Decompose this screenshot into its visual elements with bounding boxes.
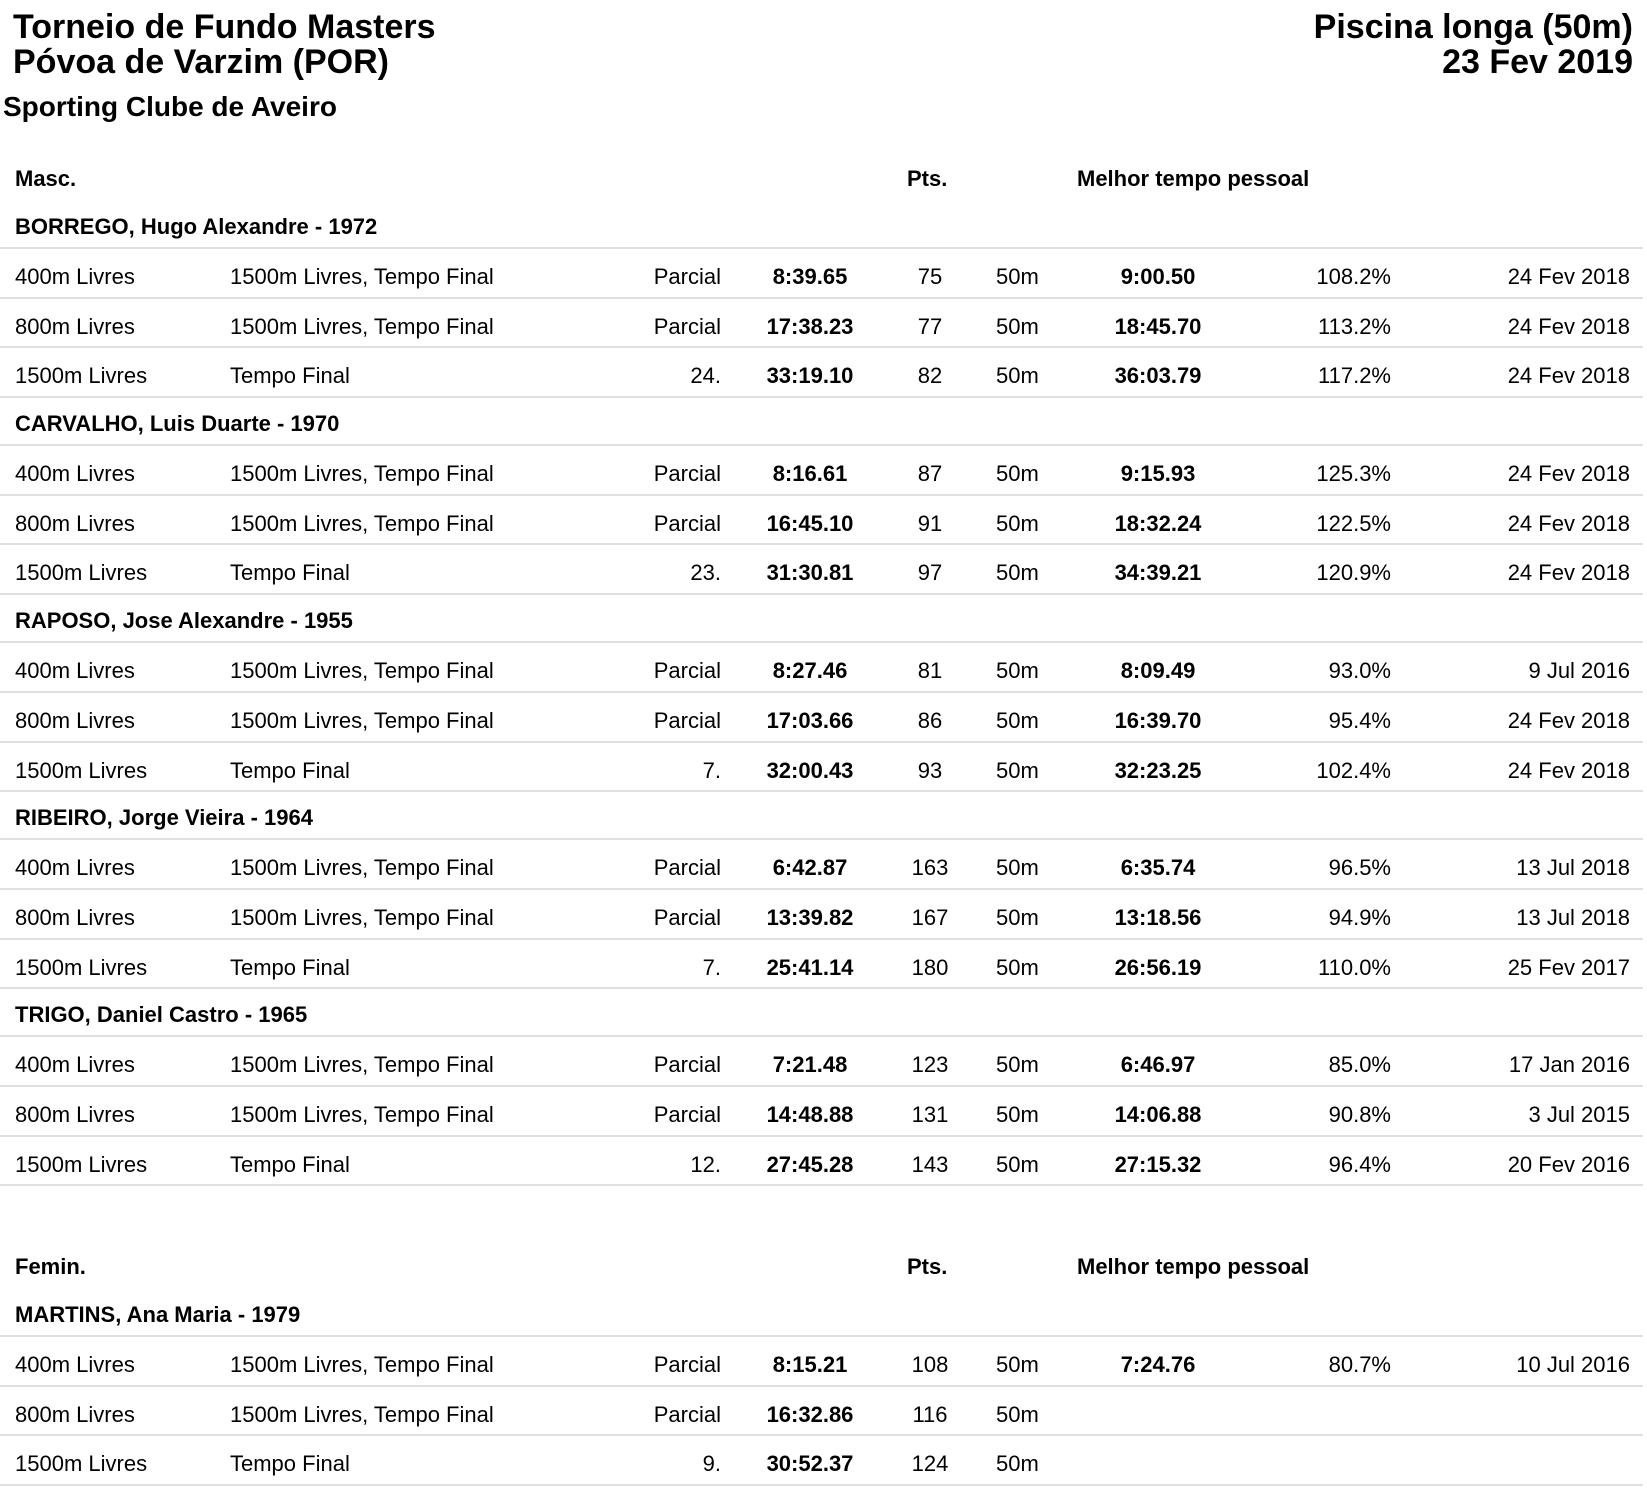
place: Parcial <box>653 1101 721 1127</box>
points: 167 <box>911 904 949 930</box>
event-name: 400m Livres <box>15 461 135 487</box>
pool-length: 50m <box>996 757 1039 783</box>
swim-time: 14:48.88 <box>766 1101 854 1127</box>
swim-time: 17:03.66 <box>766 707 854 733</box>
swim-time: 31:30.81 <box>766 560 854 586</box>
athlete-header <box>0 792 1643 840</box>
round-name: 1500m Livres, Tempo Final <box>230 264 494 289</box>
swim-time: 8:39.65 <box>772 264 848 289</box>
swim-time: 25:41.14 <box>766 954 854 980</box>
percent-of-best: 125.3% <box>1316 461 1391 487</box>
pool-length: 50m <box>996 1352 1039 1377</box>
personal-best-date: 24 Fev 2018 <box>1507 510 1630 536</box>
round-name: Tempo Final <box>230 560 350 586</box>
points: 131 <box>911 1101 949 1127</box>
result-row <box>0 1337 1643 1387</box>
gender-label: Femin. <box>15 1254 86 1279</box>
event-name: 800m Livres <box>15 707 135 733</box>
round-name: 1500m Livres, Tempo Final <box>230 904 494 930</box>
personal-best-time: 26:56.19 <box>1114 954 1202 980</box>
personal-best-date: 9 Jul 2016 <box>1528 658 1630 684</box>
personal-best-date: 25 Fev 2017 <box>1507 954 1630 980</box>
result-row <box>0 1037 1643 1087</box>
round-name: 1500m Livres, Tempo Final <box>230 1101 494 1127</box>
personal-best-date: 13 Jul 2018 <box>1516 855 1630 881</box>
points-header: Pts. <box>907 166 948 191</box>
athlete-header <box>0 201 1643 249</box>
round-name: 1500m Livres, Tempo Final <box>230 1352 494 1377</box>
pool-length: 50m <box>996 510 1039 536</box>
place: Parcial <box>653 1401 721 1427</box>
event-name: 1500m Livres <box>15 757 148 783</box>
pool-length: 50m <box>996 1052 1039 1078</box>
result-row <box>0 840 1643 890</box>
points: 87 <box>917 461 943 487</box>
athlete-header <box>0 989 1643 1037</box>
section-masc <box>0 148 1643 1186</box>
percent-of-best: 102.4% <box>1316 757 1391 783</box>
event-name: 800m Livres <box>15 904 135 930</box>
result-row <box>0 545 1643 595</box>
pool-length: 50m <box>996 264 1039 289</box>
points-header: Pts. <box>907 1254 948 1279</box>
result-row <box>0 940 1643 990</box>
personal-best-date: 24 Fev 2018 <box>1507 264 1630 289</box>
meet-info-block <box>1314 10 1633 80</box>
percent-of-best: 80.7% <box>1328 1352 1391 1377</box>
personal-best-date: 24 Fev 2018 <box>1507 363 1630 389</box>
pool-length: 50m <box>996 1101 1039 1127</box>
personal-best-time: 7:24.76 <box>1120 1352 1196 1377</box>
result-row <box>0 1137 1643 1187</box>
personal-best-date: 24 Fev 2018 <box>1507 757 1630 783</box>
swim-time: 27:45.28 <box>766 1151 854 1177</box>
athlete-list <box>0 201 1643 1186</box>
event-name: 400m Livres <box>15 658 135 684</box>
event-name: 800m Livres <box>15 1101 135 1127</box>
pool-length: 50m <box>996 904 1039 930</box>
percent-of-best: 85.0% <box>1328 1052 1391 1078</box>
personal-best-date: 3 Jul 2015 <box>1528 1101 1630 1127</box>
club-name: Sporting Clube de Aveiro <box>3 91 337 122</box>
swim-time: 8:15.21 <box>772 1352 848 1377</box>
place: Parcial <box>653 855 721 881</box>
event-name: 1500m Livres <box>15 363 148 389</box>
pool-type: Piscina longa (50m) <box>1313 8 1633 46</box>
percent-of-best: 113.2% <box>1318 313 1391 339</box>
points: 143 <box>911 1151 949 1177</box>
points: 77 <box>917 313 943 339</box>
personal-best-time: 27:15.32 <box>1114 1151 1202 1177</box>
percent-of-best: 95.4% <box>1328 707 1391 733</box>
round-name: 1500m Livres, Tempo Final <box>230 510 494 536</box>
swim-time: 30:52.37 <box>766 1451 854 1477</box>
points: 163 <box>911 855 949 881</box>
pool-length: 50m <box>996 954 1039 980</box>
event-name: 1500m Livres <box>15 1451 148 1477</box>
percent-of-best: 96.5% <box>1328 855 1391 881</box>
percent-of-best: 90.8% <box>1328 1101 1391 1127</box>
athlete-name: BORREGO, Hugo Alexandre - 1972 <box>15 214 378 239</box>
place: Parcial <box>653 707 721 733</box>
pool-length: 50m <box>996 1151 1039 1177</box>
points: 123 <box>911 1052 949 1078</box>
points: 93 <box>917 757 943 783</box>
pool-length: 50m <box>996 363 1039 389</box>
result-row <box>0 643 1643 693</box>
round-name: 1500m Livres, Tempo Final <box>230 313 494 339</box>
points: 91 <box>917 510 943 536</box>
place: Parcial <box>653 264 721 289</box>
athlete-header <box>0 595 1643 643</box>
swim-time: 33:19.10 <box>766 363 854 389</box>
result-row <box>0 693 1643 743</box>
points: 108 <box>911 1352 949 1377</box>
result-row <box>0 1436 1643 1486</box>
result-row <box>0 348 1643 398</box>
swim-time: 16:32.86 <box>766 1401 854 1427</box>
personal-best-time: 18:45.70 <box>1114 313 1202 339</box>
place: Parcial <box>653 1352 721 1377</box>
percent-of-best: 120.9% <box>1316 560 1391 586</box>
result-row <box>0 743 1643 793</box>
athlete-name: RIBEIRO, Jorge Vieira - 1964 <box>15 805 313 831</box>
result-row <box>0 1087 1643 1137</box>
personal-best-time: 9:00.50 <box>1120 264 1196 289</box>
place: 23. <box>690 560 721 586</box>
event-name: 800m Livres <box>15 313 135 339</box>
place: Parcial <box>653 658 721 684</box>
athlete-name: CARVALHO, Luis Duarte - 1970 <box>15 411 340 437</box>
percent-of-best: 93.0% <box>1328 658 1391 684</box>
event-name: 400m Livres <box>15 1352 135 1377</box>
swim-time: 13:39.82 <box>766 904 854 930</box>
points: 82 <box>917 363 943 389</box>
pool-length: 50m <box>996 1401 1039 1427</box>
round-name: 1500m Livres, Tempo Final <box>230 707 494 733</box>
athlete-header <box>0 1289 1643 1337</box>
personal-best-time: 8:09.49 <box>1120 658 1196 684</box>
section-header <box>0 148 1643 201</box>
result-row <box>0 890 1643 940</box>
personal-best-date: 10 Jul 2016 <box>1516 1352 1630 1377</box>
meet-date: 23 Fev 2019 <box>1442 43 1633 81</box>
personal-best-time: 16:39.70 <box>1114 707 1202 733</box>
result-row <box>0 249 1643 299</box>
result-row <box>0 496 1643 546</box>
event-name: 800m Livres <box>15 1401 135 1427</box>
result-row <box>0 1387 1643 1437</box>
pool-length: 50m <box>996 1451 1039 1477</box>
round-name: 1500m Livres, Tempo Final <box>230 1401 494 1427</box>
place: 7. <box>702 757 721 783</box>
round-name: Tempo Final <box>230 363 350 389</box>
percent-of-best: 110.0% <box>1318 954 1391 980</box>
round-name: 1500m Livres, Tempo Final <box>230 855 494 881</box>
event-name: 400m Livres <box>15 1052 135 1078</box>
round-name: 1500m Livres, Tempo Final <box>230 461 494 487</box>
points: 97 <box>917 560 943 586</box>
percent-of-best: 117.2% <box>1318 363 1391 389</box>
event-name: 800m Livres <box>15 510 135 536</box>
personal-best-time: 13:18.56 <box>1114 904 1202 930</box>
athlete-name: RAPOSO, Jose Alexandre - 1955 <box>15 608 353 634</box>
swim-time: 8:27.46 <box>772 658 848 684</box>
points: 180 <box>911 954 949 980</box>
event-name: 1500m Livres <box>15 954 148 980</box>
pool-length: 50m <box>996 658 1039 684</box>
personal-best-date: 20 Fev 2016 <box>1507 1151 1630 1177</box>
personal-best-time: 14:06.88 <box>1114 1101 1202 1127</box>
percent-of-best: 96.4% <box>1328 1151 1391 1177</box>
round-name: Tempo Final <box>230 1451 350 1477</box>
result-row <box>0 299 1643 349</box>
result-row <box>0 446 1643 496</box>
pool-length: 50m <box>996 855 1039 881</box>
round-name: 1500m Livres, Tempo Final <box>230 1052 494 1078</box>
percent-of-best: 94.9% <box>1328 904 1391 930</box>
meet-title: Torneio de Fundo Masters <box>13 8 436 46</box>
round-name: Tempo Final <box>230 1151 350 1177</box>
place: 24. <box>690 363 721 389</box>
personal-best-time: 9:15.93 <box>1120 461 1196 487</box>
personal-best-date: 13 Jul 2018 <box>1516 904 1630 930</box>
swim-time: 7:21.48 <box>772 1052 848 1078</box>
personal-best-date: 17 Jan 2016 <box>1508 1052 1630 1078</box>
gender-label: Masc. <box>15 166 77 191</box>
personal-best-date: 24 Fev 2018 <box>1507 313 1630 339</box>
athlete-name: TRIGO, Daniel Castro - 1965 <box>15 1002 308 1028</box>
athlete-name: MARTINS, Ana Maria - 1979 <box>15 1302 301 1327</box>
place: Parcial <box>653 510 721 536</box>
personal-best-time: 36:03.79 <box>1114 363 1202 389</box>
event-name: 1500m Livres <box>15 1151 148 1177</box>
meet-title-block <box>13 10 436 80</box>
pool-length: 50m <box>996 707 1039 733</box>
pool-length: 50m <box>996 313 1039 339</box>
swim-time: 32:00.43 <box>766 757 854 783</box>
meet-location: Póvoa de Varzim (POR) <box>13 43 389 81</box>
personal-best-time: 6:35.74 <box>1120 855 1196 881</box>
points: 124 <box>911 1451 949 1477</box>
swim-time: 6:42.87 <box>772 855 848 881</box>
points: 75 <box>917 264 943 289</box>
place: Parcial <box>653 461 721 487</box>
round-name: Tempo Final <box>230 954 350 980</box>
personal-best-time: 34:39.21 <box>1114 560 1202 586</box>
personal-best-date: 24 Fev 2018 <box>1507 461 1630 487</box>
event-name: 400m Livres <box>15 264 135 289</box>
place: Parcial <box>653 313 721 339</box>
event-name: 400m Livres <box>15 855 135 881</box>
round-name: Tempo Final <box>230 757 350 783</box>
athlete-header <box>0 398 1643 446</box>
place: Parcial <box>653 904 721 930</box>
section-femin <box>0 1236 1643 1486</box>
personal-best-time: 6:46.97 <box>1120 1052 1196 1078</box>
personal-best-date: 24 Fev 2018 <box>1507 560 1630 586</box>
points: 86 <box>917 707 943 733</box>
personal-best-time: 32:23.25 <box>1114 757 1202 783</box>
personal-best-header: Melhor tempo pessoal <box>1077 1254 1310 1279</box>
pool-length: 50m <box>996 461 1039 487</box>
place: 9. <box>702 1451 721 1477</box>
place: Parcial <box>653 1052 721 1078</box>
place: 12. <box>690 1151 721 1177</box>
swim-time: 8:16.61 <box>772 461 848 487</box>
pool-length: 50m <box>996 560 1039 586</box>
personal-best-header: Melhor tempo pessoal <box>1077 166 1310 191</box>
swim-time: 16:45.10 <box>766 510 854 536</box>
points: 116 <box>912 1401 948 1427</box>
points: 81 <box>917 658 943 684</box>
athlete-list <box>0 1289 1643 1486</box>
place: 7. <box>702 954 721 980</box>
percent-of-best: 108.2% <box>1316 264 1391 289</box>
round-name: 1500m Livres, Tempo Final <box>230 658 494 684</box>
section-header <box>0 1236 1643 1289</box>
swim-time: 17:38.23 <box>766 313 854 339</box>
personal-best-time: 18:32.24 <box>1114 510 1202 536</box>
percent-of-best: 122.5% <box>1316 510 1391 536</box>
personal-best-date: 24 Fev 2018 <box>1507 707 1630 733</box>
event-name: 1500m Livres <box>15 560 148 586</box>
